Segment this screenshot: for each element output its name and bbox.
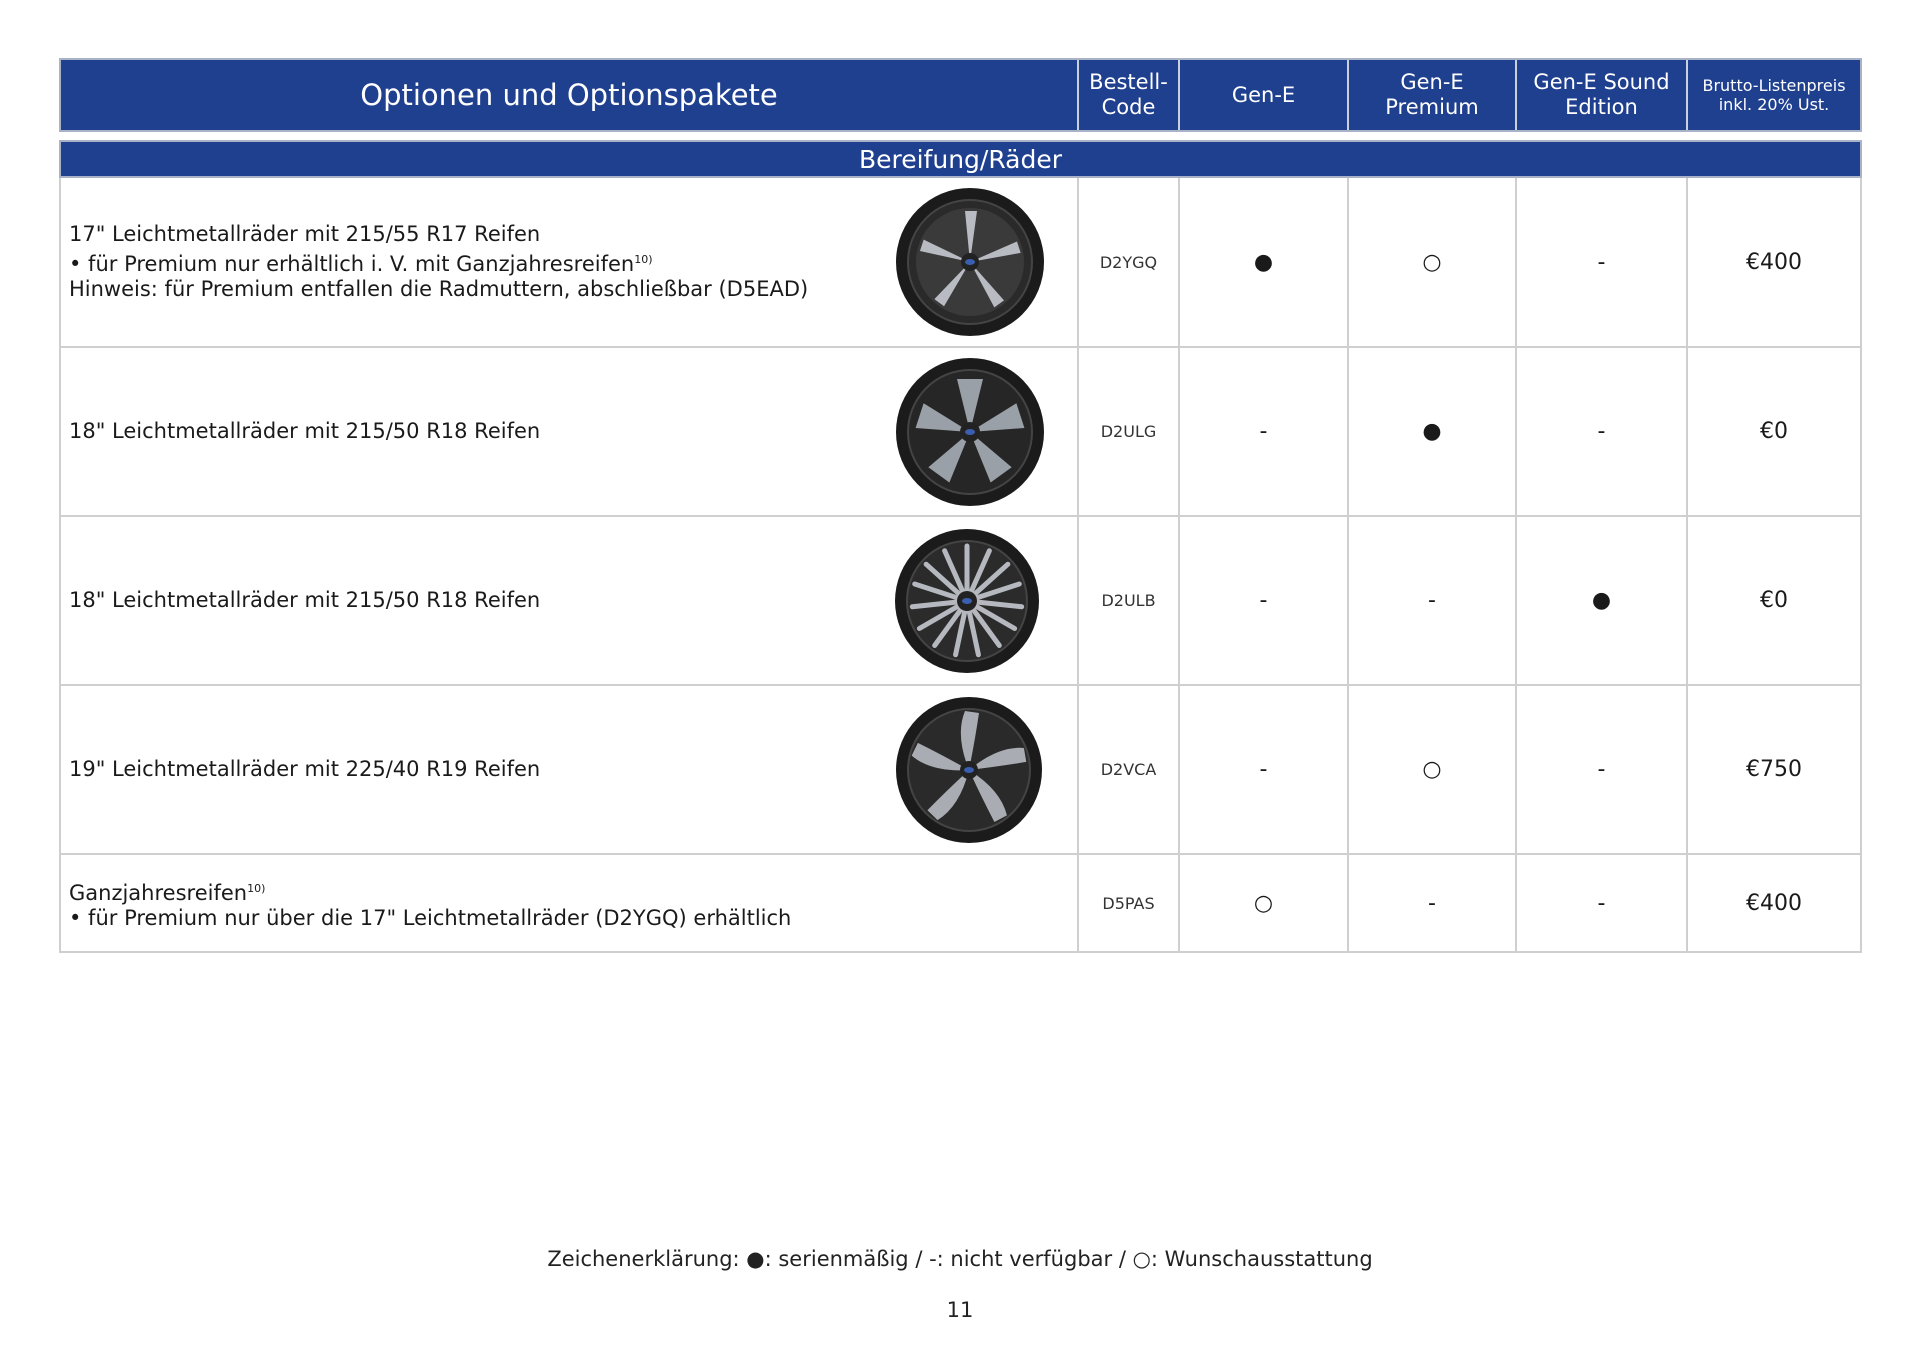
price: €0 <box>1686 348 1860 515</box>
order-code: D5PAS <box>1077 855 1178 951</box>
table-row <box>59 348 1862 517</box>
availability-gen-e-sound-edition: ● <box>1515 517 1686 684</box>
header-title: Optionen und Optionspakete <box>360 78 778 112</box>
wheel-18-image <box>895 357 1045 507</box>
price: €750 <box>1686 686 1860 853</box>
table-header <box>59 58 1862 132</box>
order-code: D2YGQ <box>1077 178 1178 346</box>
availability-gen-e: - <box>1178 686 1347 853</box>
header-gen-e-sound-edition: Gen-E Sound Edition <box>1515 60 1686 130</box>
option-description <box>61 348 1077 515</box>
table-row <box>59 686 1862 855</box>
option-note: • für Premium nur erhältlich i. V. mit Ganzjahresreifen <box>69 252 635 276</box>
page-number: 11 <box>946 1298 974 1322</box>
availability-gen-e-premium: ○ <box>1347 686 1515 853</box>
availability-gen-e-premium: ● <box>1347 348 1515 515</box>
option-hint: Hinweis: für Premium entfallen die Radmuttern, abschließbar (D5EAD) <box>69 277 809 301</box>
availability-gen-e: - <box>1178 517 1347 684</box>
table-row <box>59 517 1862 686</box>
footnote-ref: 10) <box>247 881 266 895</box>
option-description <box>61 855 1077 951</box>
header-gen-e-premium: Gen-E Premium <box>1347 60 1515 130</box>
header-gen-e: Gen-E <box>1178 60 1347 130</box>
table-row <box>59 855 1862 953</box>
availability-gen-e-sound-edition: - <box>1515 686 1686 853</box>
price: €400 <box>1686 855 1860 951</box>
order-code: D2VCA <box>1077 686 1178 853</box>
option-note: • für Premium nur über die 17" Leichtmetallräder (D2YGQ) erhältlich <box>69 905 792 930</box>
availability-gen-e-sound-edition: - <box>1515 348 1686 515</box>
option-description <box>61 686 1077 853</box>
table-row <box>59 178 1862 348</box>
option-description <box>61 517 1077 684</box>
footnote-ref: 10) <box>634 253 653 266</box>
option-title: Ganzjahresreifen <box>69 880 248 905</box>
legend: Zeichenerklärung: ●: serienmäßig / -: nicht verfügbar / ○: Wunschausstattung <box>547 1247 1373 1271</box>
option-title: 17" Leichtmetallräder mit 215/55 R17 Reifen <box>69 222 541 246</box>
order-code: D2ULG <box>1077 348 1178 515</box>
option-title: 19" Leichtmetallräder mit 225/40 R19 Reifen <box>69 757 541 781</box>
wheel-19-image <box>895 695 1045 845</box>
price: €400 <box>1686 178 1860 346</box>
availability-gen-e: - <box>1178 348 1347 515</box>
availability-gen-e-premium: - <box>1347 517 1515 684</box>
availability-gen-e: ○ <box>1178 855 1347 951</box>
option-description <box>61 178 1077 346</box>
header-gross-price: Brutto-Listenpreis inkl. 20% Ust. <box>1686 60 1860 130</box>
section-header-tires-wheels: Bereifung/Räder <box>59 140 1862 178</box>
availability-gen-e-sound-edition: - <box>1515 855 1686 951</box>
price: €0 <box>1686 517 1860 684</box>
options-table <box>59 58 1862 953</box>
wheel-17-image <box>895 187 1045 337</box>
availability-gen-e-premium: - <box>1347 855 1515 951</box>
option-title: 18" Leichtmetallräder mit 215/50 R18 Reifen <box>69 588 541 612</box>
availability-gen-e-premium: ○ <box>1347 178 1515 346</box>
order-code: D2ULB <box>1077 517 1178 684</box>
wheel-18-sound-edition-image <box>895 526 1045 676</box>
option-title: 18" Leichtmetallräder mit 215/50 R18 Reifen <box>69 419 541 443</box>
header-order-code: Bestell- Code <box>1077 60 1178 130</box>
availability-gen-e: ● <box>1178 178 1347 346</box>
availability-gen-e-sound-edition: - <box>1515 178 1686 346</box>
